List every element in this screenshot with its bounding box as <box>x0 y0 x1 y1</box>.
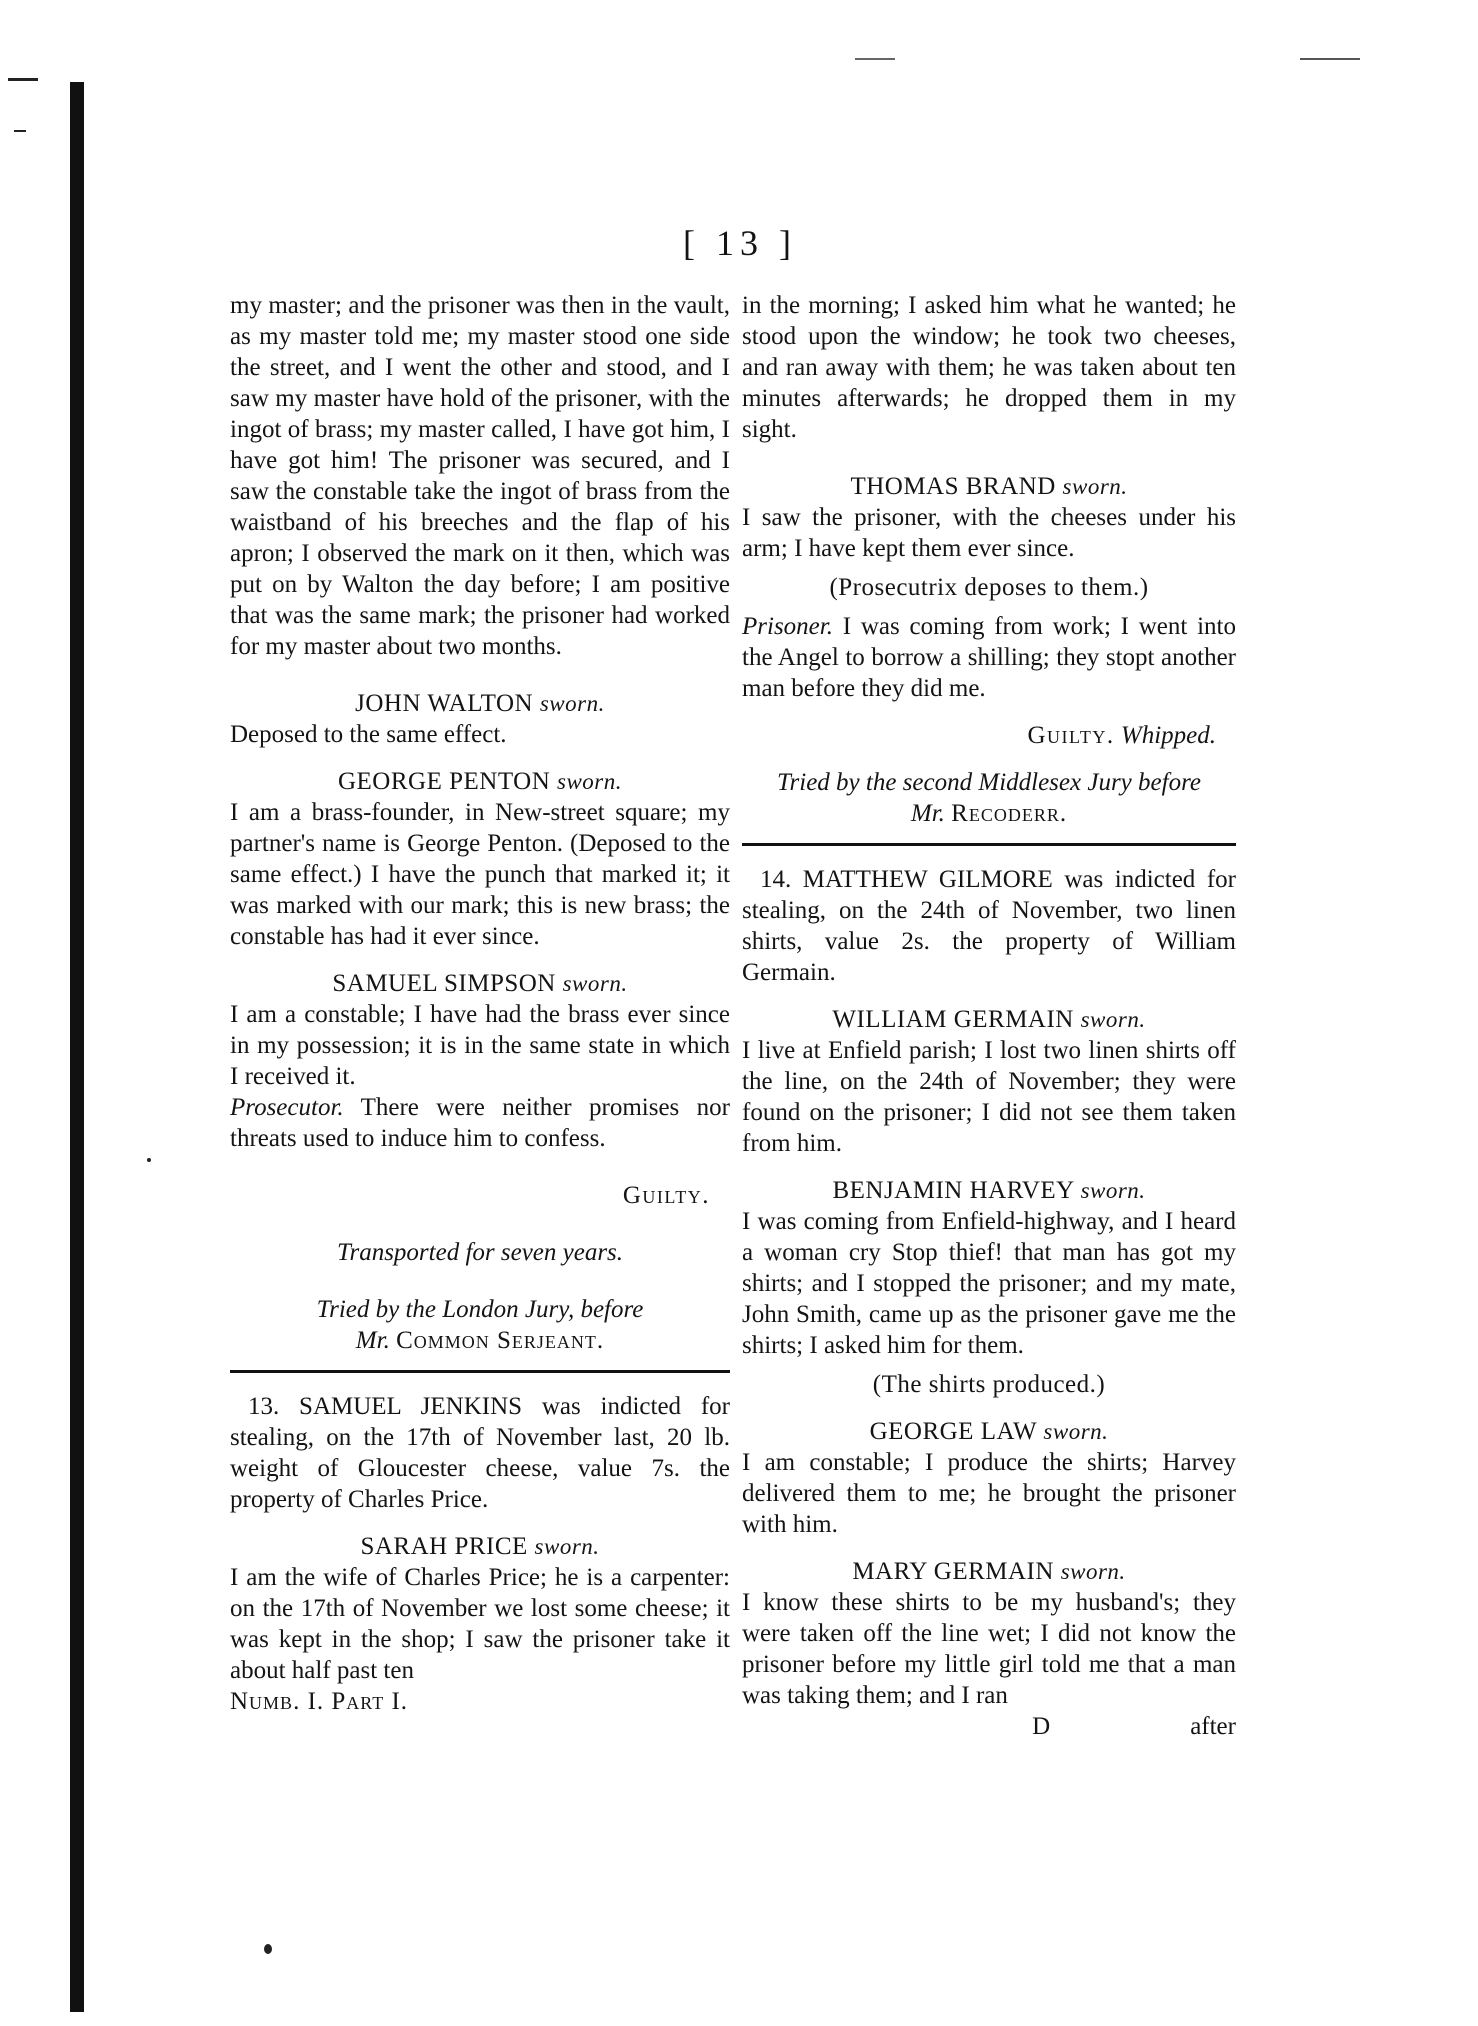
ink-speck <box>14 130 26 132</box>
ink-speck <box>1300 58 1360 60</box>
sworn-label: sworn. <box>1043 1419 1109 1444</box>
witness-heading <box>742 1004 1236 1035</box>
ink-speck <box>264 1944 272 1954</box>
judge-title: Mr. <box>355 1327 390 1354</box>
verdict: Guilty. <box>622 1182 710 1209</box>
signature-letter: D <box>1032 1713 1051 1740</box>
witness-heading <box>230 688 730 719</box>
witness-name: WILLIAM GERMAIN <box>832 1006 1074 1033</box>
sentence: Whipped. <box>1120 722 1216 749</box>
ink-speck <box>147 1158 151 1162</box>
judge-title: Mr. <box>910 800 945 827</box>
witness-heading <box>742 471 1236 502</box>
sentence: Transported for seven years. <box>336 1239 624 1266</box>
trial-note: Tried by the London Jury, before <box>316 1296 644 1323</box>
case-entry: 13. SAMUEL JENKINS was indicted for stealing, on the 17th of November last, 20 lb. weight of Gloucester cheese, value 7s. the property of Charles Price. <box>230 1393 730 1513</box>
testimony: I know these shirts to be my husband's; they were taken off the line wet; I did not know the prisoner before my little girl told me that a man was taking them; and I ran <box>742 1589 1236 1709</box>
verdict-line <box>742 720 1236 751</box>
witness-name: GEORGE LAW <box>869 1418 1037 1445</box>
testimony: Deposed to the same effect. <box>230 721 507 748</box>
prisoner-statement <box>742 611 1236 704</box>
binding-edge <box>70 82 84 2012</box>
witness-name: THOMAS BRAND <box>850 473 1056 500</box>
witness-name: BENJAMIN HARVEY <box>832 1177 1074 1204</box>
statement-text: There were neither promises nor threats used to induce him to confess. <box>230 1094 730 1152</box>
trial-judge <box>742 798 1236 829</box>
witness-heading <box>230 1531 730 1562</box>
footer-row <box>742 1711 1236 1742</box>
page-number: [ 13 ] <box>683 223 797 263</box>
sworn-label: sworn. <box>1080 1178 1146 1203</box>
signature-mark: Numb. I. Part I. <box>230 1688 409 1715</box>
sworn-label: sworn. <box>557 769 623 794</box>
left-column <box>230 290 730 1717</box>
sworn-label: sworn. <box>562 971 628 996</box>
verdict: Guilty. <box>1027 722 1115 749</box>
witness-heading <box>230 968 730 999</box>
testimony: I am a brass-founder, in New-street square; my partner's name is George Penton. (Deposed to the same effect.) I have the punch that marked it; it was marked with our mark; this is new brass; the constable has had it ever since. <box>230 799 730 950</box>
court-note: (Prosecutrix deposes to them.) <box>829 574 1149 601</box>
testimony: I live at Enfield parish; I lost two linen shirts off the line, on the 24th of November; they were found on the prisoner; I did not see them taken from him. <box>742 1037 1236 1157</box>
catchword: after <box>1190 1713 1236 1740</box>
sworn-label: sworn. <box>1080 1007 1146 1032</box>
court-note: (The shirts produced.) <box>872 1371 1106 1398</box>
judge-name: Common Serjeant. <box>396 1327 605 1354</box>
witness-name: MARY GERMAIN <box>852 1558 1054 1585</box>
witness-heading <box>742 1175 1236 1206</box>
testimony: I am a constable; I have had the brass ever since in my possession; it is in the same state in which I received it. <box>230 1001 730 1090</box>
section-rule <box>230 1370 730 1373</box>
section-rule <box>742 843 1236 846</box>
testimony: I saw the prisoner, with the cheeses under his arm; I have kept them ever since. <box>742 504 1236 562</box>
speaker-label: Prosecutor. <box>230 1094 344 1121</box>
sworn-label: sworn. <box>539 691 605 716</box>
paragraph: in the morning; I asked him what he wanted; he stood upon the window; he took two cheeses, and ran away with them; he was taken about ten minutes afterwards; he dropped them in my sight. <box>742 292 1236 443</box>
testimony: I was coming from Enfield-highway, and I heard a woman cry Stop thief! that man has got my shirts; and I stopped the prisoner; and my mate, John Smith, came up as the prisoner gave me the shirts; I asked him for them. <box>742 1208 1236 1359</box>
ink-speck <box>855 58 895 60</box>
witness-heading <box>742 1556 1236 1587</box>
speaker-label: Prisoner. <box>742 613 833 640</box>
witness-heading <box>230 766 730 797</box>
sworn-label: sworn. <box>1062 474 1128 499</box>
witness-heading <box>742 1416 1236 1447</box>
statement-text: I was coming from work; I went into the Angel to borrow a shilling; they stopt another man before they did me. <box>742 613 1236 702</box>
trial-judge <box>230 1325 730 1356</box>
paragraph: my master; and the prisoner was then in the vault, as my master told me; my master stood one side the street, and I went the other and stood, and I saw my master have hold of the prisoner, with the ingot of brass; my master called, I have got him, I have got him! The prisoner was secured, and I saw the constable take the ingot of brass from the waistband of his breeches and the flap of his apron; I observed the mark on it then, which was put on by Walton the day before; I am positive that was the same mark; the prisoner had worked for my master about two months. <box>230 292 730 660</box>
witness-name: SARAH PRICE <box>360 1533 528 1560</box>
witness-name: SAMUEL SIMPSON <box>332 970 556 997</box>
right-column <box>742 290 1236 1742</box>
sworn-label: sworn. <box>534 1534 600 1559</box>
witness-name: JOHN WALTON <box>355 690 534 717</box>
ink-speck <box>8 78 38 81</box>
judge-name: Recoderr. <box>951 800 1068 827</box>
sworn-label: sworn. <box>1060 1559 1126 1584</box>
testimony: I am the wife of Charles Price; he is a carpenter: on the 17th of November we lost some cheese; it was kept in the shop; I saw the prisoner take it about half past ten <box>230 1564 730 1684</box>
testimony: I am constable; I produce the shirts; Harvey delivered them to me; he brought the prisoner with him. <box>742 1449 1236 1538</box>
case-entry: 14. MATTHEW GILMORE was indicted for stealing, on the 24th of November, two linen shirts, value 2s. the property of William Germain. <box>742 866 1236 986</box>
witness-name: GEORGE PENTON <box>337 768 551 795</box>
trial-note: Tried by the second Middlesex Jury before <box>777 769 1201 796</box>
prosecutor-statement <box>230 1092 730 1154</box>
